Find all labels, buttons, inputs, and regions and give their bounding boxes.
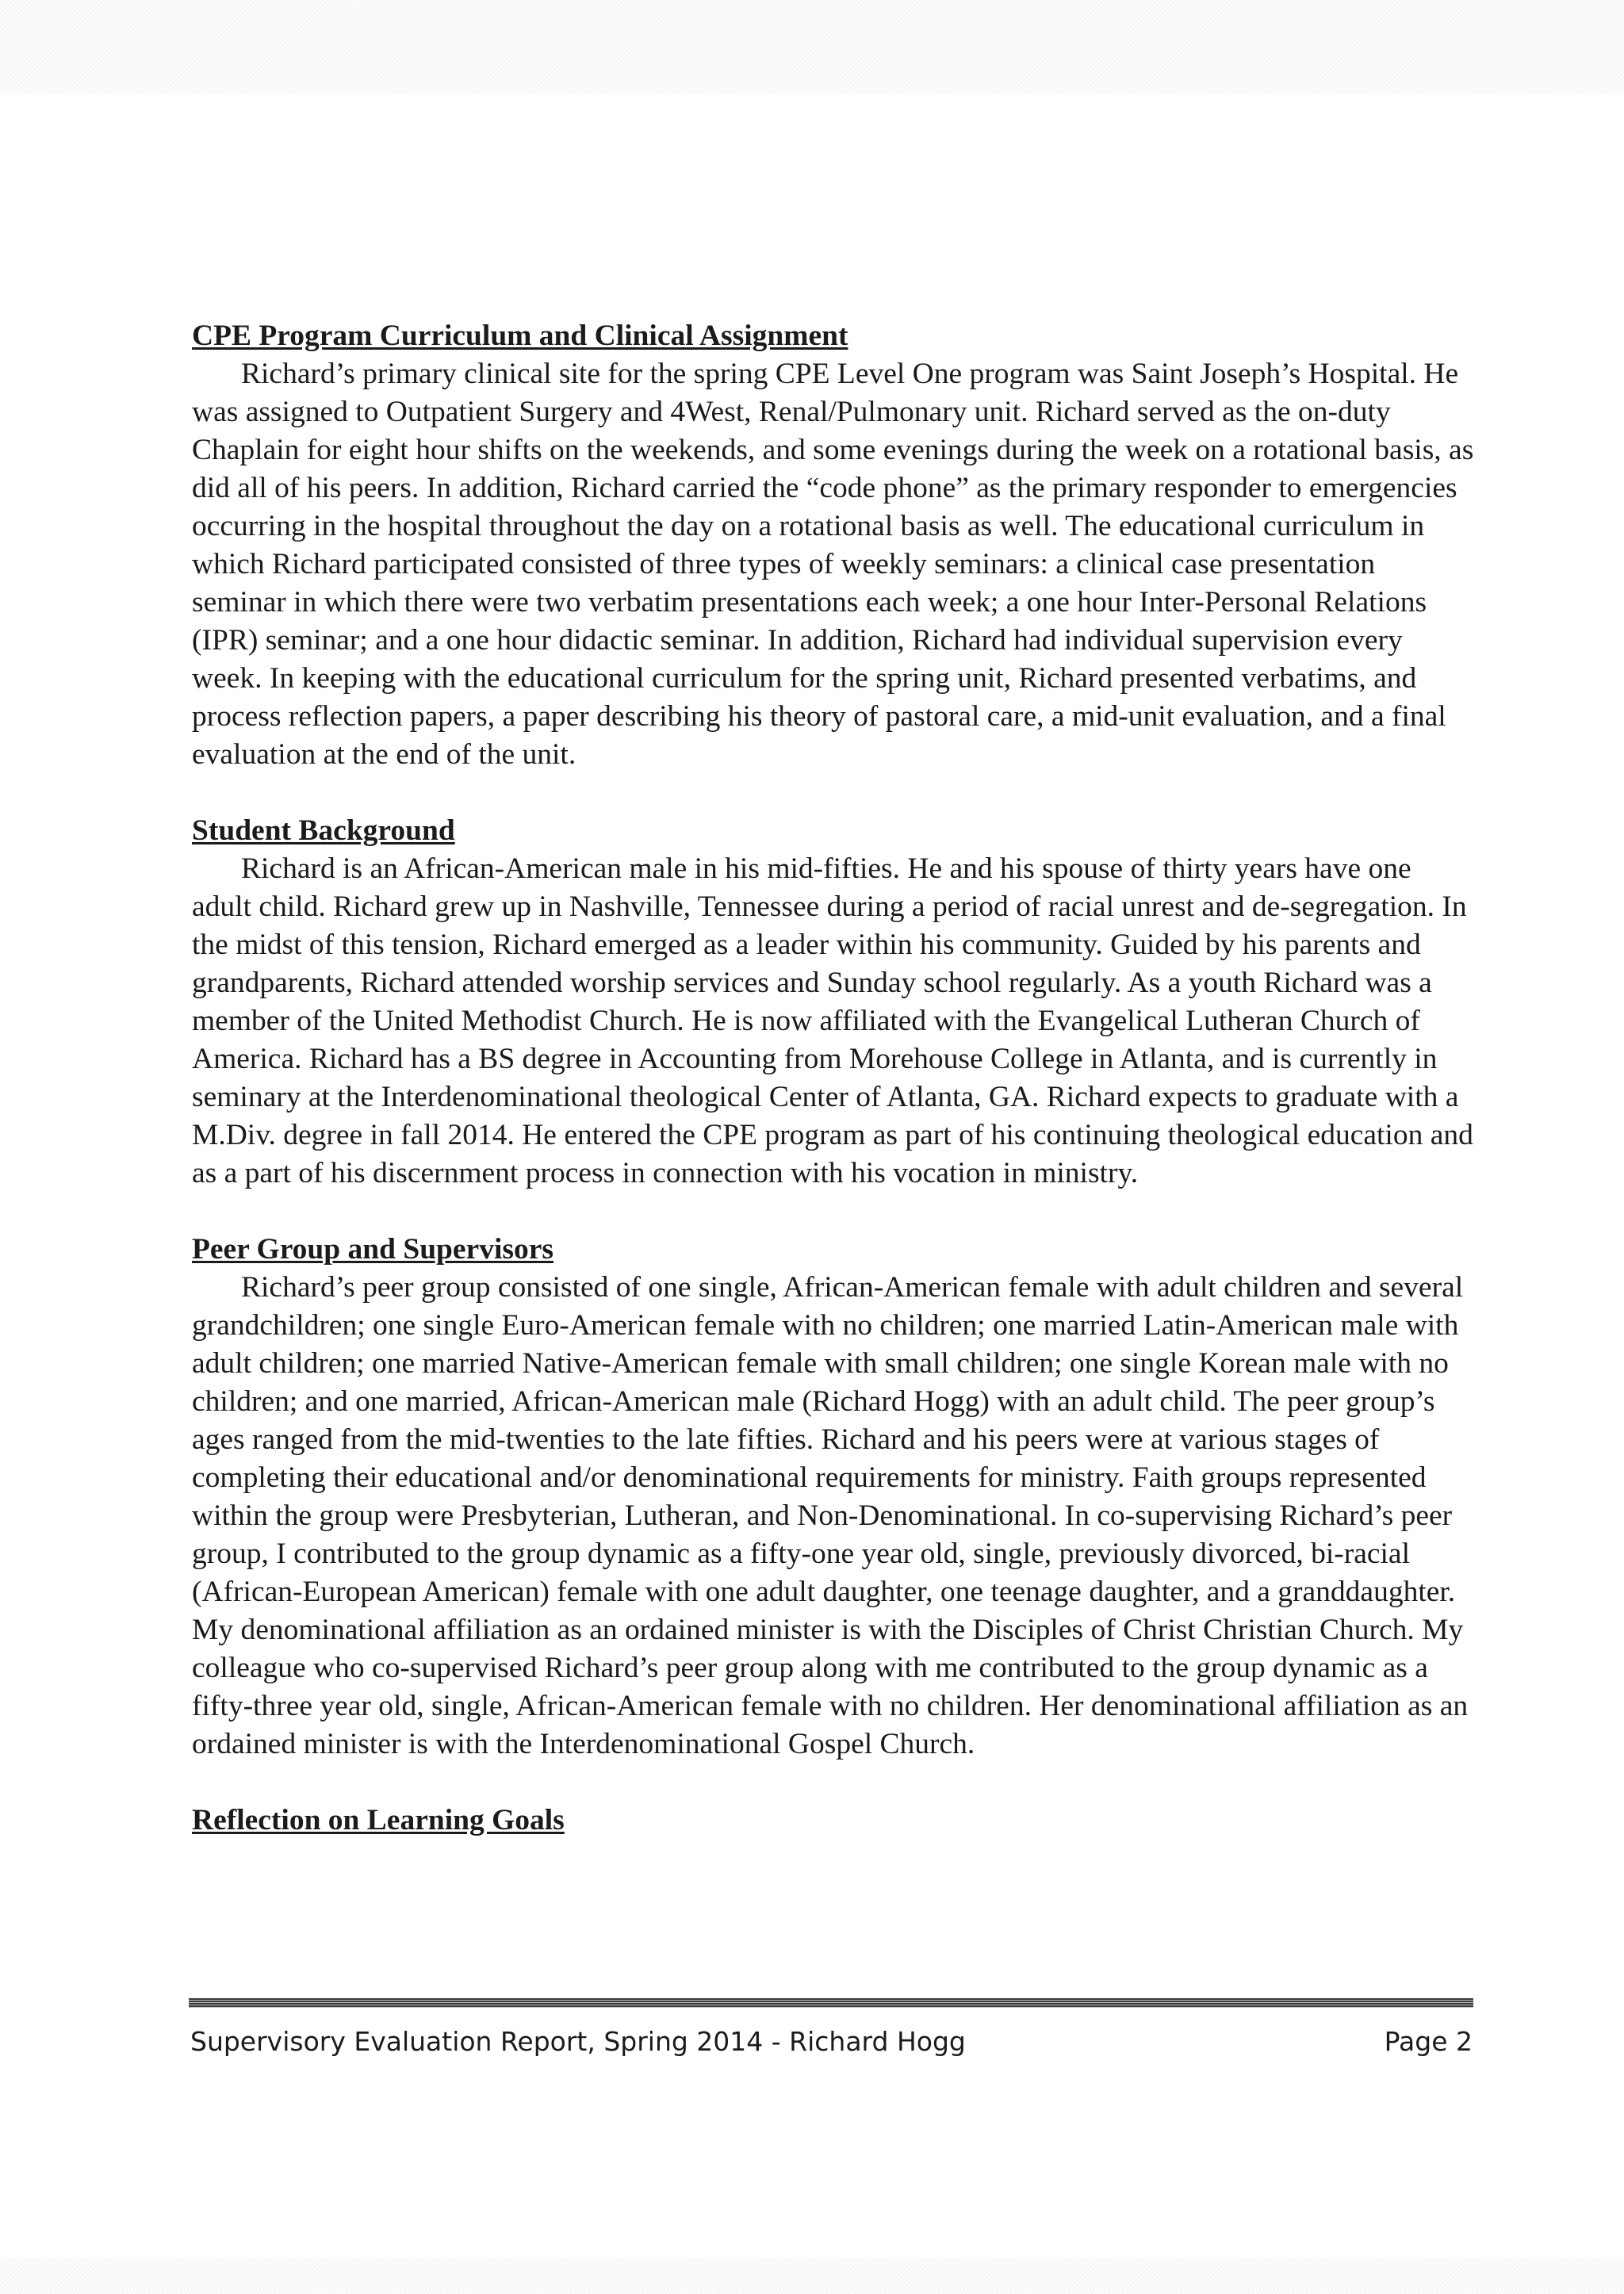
section-heading: CPE Program Curriculum and Clinical Assignment	[192, 320, 848, 352]
scan-edge-bottom	[0, 2258, 1624, 2294]
section-heading: Student Background	[192, 814, 455, 847]
page-footer	[190, 2024, 1473, 2059]
section-paragraph: Richard’s peer group consisted of one single, African-American female with adult children and several grandchildren; one single Euro-American female with no children; one married Latin-American male with adult children; one married Native-American female with small children; one single Korean male with no children; and one married, African-American male (Richard Hogg) with an adult child. The peer group’s ages ranged from the mid-twenties to the late fifties. Richard and his peers were at various stages of completing their educational and/or denominational requirements for ministry. Faith groups represented within the group were Presbyterian, Lutheran, and Non-Denominational. In co-supervising Richard’s peer group, I contributed to the group dynamic as a fifty-one year old, single, previously divorced, bi-racial (African-European American) female with one adult daughter, one teenage daughter, and a granddaughter. My denominational affiliation as an ordained minister is with the Disciples of Christ Christian Church. My colleague who co-supervised Richard’s peer group along with me contributed to the group dynamic as a fifty-three year old, single, African-American female with no children. Her denominational affiliation as an ordained minister is with the Interdenominational Gospel Church.	[192, 1271, 1469, 1760]
section-peer-group	[192, 1231, 1477, 1764]
section-paragraph: Richard is an African-American male in his mid-fifties. He and his spouse of thirty years have one adult child. Richard grew up in Nashville, Tennessee during a period of racial unrest and de-segregation. In the midst of this tension, Richard emerged as a leader within his community. Guided by his parents and grandparents, Richard attended worship services and Sunday school regularly. As a youth Richard was a member of the United Methodist Church. He is now affiliated with the Evangelical Lutheran Church of America. Richard has a BS degree in Accounting from Morehouse College in Atlanta, and is currently in seminary at the Interdenominational theological Center of Atlanta, GA. Richard expects to graduate with a M.Div. degree in fall 2014. He entered the CPE program as part of his continuing theological education and as a part of his discernment process in connection with his vocation in ministry.	[192, 852, 1473, 1189]
section-paragraph: Richard’s primary clinical site for the spring CPE Level One program was Saint Joseph’s Hospital. He was assigned to Outpatient Surgery and 4West, Renal/Pulmonary unit. Richard served as the on-duty Chaplain for eight hour shifts on the weekends, and some evenings during the week on a rotational basis, as did all of his peers. In addition, Richard carried the “code phone” as the primary responder to emergencies occurring in the hospital throughout the day on a rotational basis as well. The educational curriculum in which Richard participated consisted of three types of weekly seminars: a clinical case presentation seminar in which there were two verbatim presentations each week; a one hour Inter-Personal Relations (IPR) seminar; and a one hour didactic seminar. In addition, Richard had individual supervision every week. In keeping with the educational curriculum for the spring unit, Richard presented verbatims, and process reflection papers, a paper describing his theory of pastoral care, a mid-unit evaluation, and a final evaluation at the end of the unit.	[192, 358, 1474, 771]
footer-rule	[189, 1998, 1473, 2008]
section-reflection	[192, 1802, 1477, 1840]
page-number: Page 2	[1384, 2026, 1473, 2057]
section-heading: Reflection on Learning Goals	[192, 1804, 565, 1836]
section-heading: Peer Group and Supervisors	[192, 1233, 553, 1266]
footer-title: Supervisory Evaluation Report, Spring 2014 - Richard Hogg	[190, 2026, 966, 2057]
scan-edge-top	[0, 0, 1624, 94]
section-student-background	[192, 812, 1477, 1193]
document-body	[192, 317, 1477, 1840]
section-cpe-program	[192, 317, 1477, 774]
